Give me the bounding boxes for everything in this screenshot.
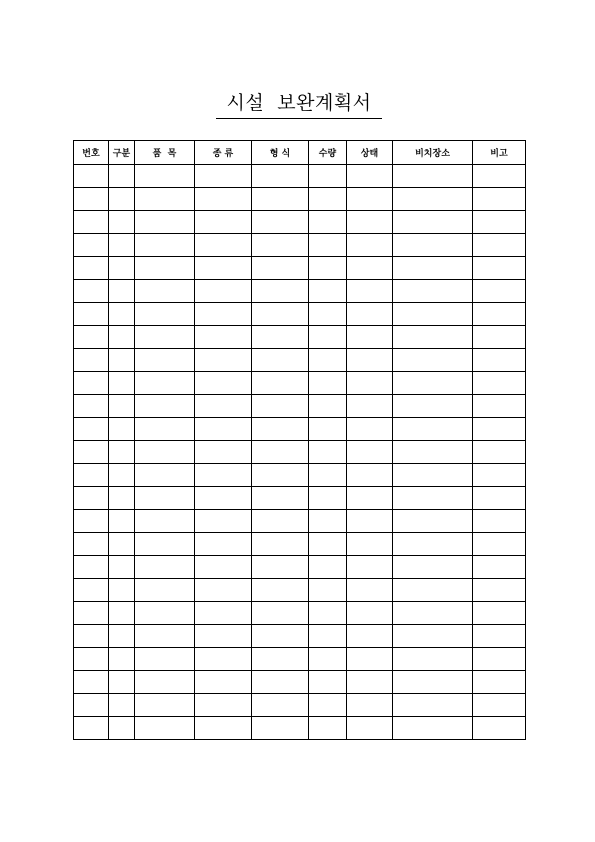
table-cell[interactable] [109, 533, 135, 556]
table-cell[interactable] [252, 556, 309, 579]
table-row [74, 464, 526, 487]
table-cell[interactable] [135, 533, 195, 556]
table-cell[interactable] [309, 510, 347, 533]
header-number: 번호 [74, 141, 109, 165]
table-cell[interactable] [109, 165, 135, 188]
table-cell[interactable] [195, 556, 252, 579]
table-cell[interactable] [74, 602, 109, 625]
table-cell[interactable] [473, 303, 526, 326]
table-cell[interactable] [195, 418, 252, 441]
table-cell[interactable] [473, 556, 526, 579]
table-cell[interactable] [195, 464, 252, 487]
table-cell[interactable] [393, 188, 473, 211]
table-cell[interactable] [135, 234, 195, 257]
table-cell[interactable] [135, 418, 195, 441]
table-cell[interactable] [393, 441, 473, 464]
table-cell[interactable] [74, 487, 109, 510]
table-cell[interactable] [309, 257, 347, 280]
table-cell[interactable] [393, 211, 473, 234]
table-cell[interactable] [473, 441, 526, 464]
table-cell[interactable] [135, 303, 195, 326]
table-cell[interactable] [473, 671, 526, 694]
table-cell[interactable] [74, 188, 109, 211]
table-cell[interactable] [393, 487, 473, 510]
table-cell[interactable] [74, 395, 109, 418]
table-cell[interactable] [195, 211, 252, 234]
table-cell[interactable] [135, 188, 195, 211]
table-cell[interactable] [74, 326, 109, 349]
table-cell[interactable] [135, 326, 195, 349]
table-cell[interactable] [393, 625, 473, 648]
table-cell[interactable] [309, 648, 347, 671]
table-cell[interactable] [347, 280, 393, 303]
header-quantity: 수량 [309, 141, 347, 165]
table-cell[interactable] [135, 510, 195, 533]
table-cell[interactable] [135, 648, 195, 671]
table-cell[interactable] [135, 395, 195, 418]
header-location: 비치장소 [393, 141, 473, 165]
table-cell[interactable] [347, 395, 393, 418]
header-row [74, 141, 526, 165]
table-cell[interactable] [252, 418, 309, 441]
table-cell[interactable] [195, 257, 252, 280]
table-row [74, 648, 526, 671]
table-cell[interactable] [195, 533, 252, 556]
table-cell[interactable] [473, 464, 526, 487]
table-cell[interactable] [135, 372, 195, 395]
table-row [74, 234, 526, 257]
header-category: 구분 [109, 141, 135, 165]
table-cell[interactable] [109, 464, 135, 487]
table-cell[interactable] [195, 487, 252, 510]
table-cell[interactable] [74, 694, 109, 717]
table-cell[interactable] [252, 602, 309, 625]
table-cell[interactable] [252, 257, 309, 280]
table-cell[interactable] [473, 418, 526, 441]
header-condition: 상태 [347, 141, 393, 165]
table-cell[interactable] [252, 579, 309, 602]
table-cell[interactable] [393, 556, 473, 579]
table-cell[interactable] [109, 395, 135, 418]
table-row [74, 165, 526, 188]
table-cell[interactable] [109, 234, 135, 257]
table-cell[interactable] [347, 257, 393, 280]
table-cell[interactable] [195, 602, 252, 625]
table-cell[interactable] [393, 717, 473, 740]
equipment-table [73, 140, 526, 740]
table-cell[interactable] [473, 165, 526, 188]
table-cell[interactable] [252, 487, 309, 510]
table-cell[interactable] [74, 717, 109, 740]
table-cell[interactable] [252, 349, 309, 372]
table-cell[interactable] [74, 349, 109, 372]
table-cell[interactable] [252, 441, 309, 464]
table-cell[interactable] [74, 510, 109, 533]
table-row [74, 188, 526, 211]
table-cell[interactable] [347, 188, 393, 211]
table-cell[interactable] [309, 556, 347, 579]
table-cell[interactable] [309, 349, 347, 372]
table-body [74, 165, 526, 740]
table-cell[interactable] [109, 671, 135, 694]
table-cell[interactable] [74, 418, 109, 441]
header-format: 형 식 [252, 141, 309, 165]
table-row [74, 694, 526, 717]
document-title: 시설 보완계획서 [226, 92, 372, 114]
table-cell[interactable] [309, 464, 347, 487]
table-cell[interactable] [195, 303, 252, 326]
table-cell[interactable] [473, 280, 526, 303]
table-cell[interactable] [135, 211, 195, 234]
table-cell[interactable] [473, 579, 526, 602]
table-cell[interactable] [74, 671, 109, 694]
table-cell[interactable] [195, 510, 252, 533]
table-cell[interactable] [195, 165, 252, 188]
table-row [74, 349, 526, 372]
table-cell[interactable] [195, 441, 252, 464]
table-cell[interactable] [473, 510, 526, 533]
table-row [74, 487, 526, 510]
table-cell[interactable] [74, 165, 109, 188]
table-cell[interactable] [195, 326, 252, 349]
table-cell[interactable] [393, 257, 473, 280]
table-cell[interactable] [393, 280, 473, 303]
table-cell[interactable] [309, 418, 347, 441]
table-cell[interactable] [347, 694, 393, 717]
table-cell[interactable] [195, 395, 252, 418]
table-row [74, 533, 526, 556]
table-cell[interactable] [195, 717, 252, 740]
table-cell[interactable] [109, 625, 135, 648]
table-cell[interactable] [252, 533, 309, 556]
table-cell[interactable] [393, 234, 473, 257]
table-cell[interactable] [309, 441, 347, 464]
table-cell[interactable] [252, 372, 309, 395]
table-cell[interactable] [74, 625, 109, 648]
table-row [74, 372, 526, 395]
table-cell[interactable] [135, 464, 195, 487]
table-cell[interactable] [309, 280, 347, 303]
table-cell[interactable] [109, 556, 135, 579]
table-cell[interactable] [252, 280, 309, 303]
table-cell[interactable] [74, 257, 109, 280]
table-cell[interactable] [74, 211, 109, 234]
table-row [74, 579, 526, 602]
table-cell[interactable] [473, 234, 526, 257]
table-cell[interactable] [473, 625, 526, 648]
table-cell[interactable] [109, 303, 135, 326]
table-cell[interactable] [309, 303, 347, 326]
table-cell[interactable] [109, 694, 135, 717]
table-cell[interactable] [135, 625, 195, 648]
table-row [74, 510, 526, 533]
table-cell[interactable] [393, 533, 473, 556]
table-cell[interactable] [347, 211, 393, 234]
table-cell[interactable] [252, 326, 309, 349]
table-row [74, 441, 526, 464]
table-cell[interactable] [135, 556, 195, 579]
table-cell[interactable] [473, 326, 526, 349]
table-cell[interactable] [393, 326, 473, 349]
table-cell[interactable] [252, 303, 309, 326]
table-cell[interactable] [309, 487, 347, 510]
table-cell[interactable] [309, 671, 347, 694]
table-cell[interactable] [309, 717, 347, 740]
table-cell[interactable] [252, 464, 309, 487]
table-cell[interactable] [309, 625, 347, 648]
table-cell[interactable] [135, 671, 195, 694]
table-cell[interactable] [473, 372, 526, 395]
table-cell[interactable] [393, 694, 473, 717]
table-cell[interactable] [135, 257, 195, 280]
table-cell[interactable] [473, 211, 526, 234]
table-row [74, 418, 526, 441]
table-cell[interactable] [195, 372, 252, 395]
table-cell[interactable] [347, 165, 393, 188]
table-cell[interactable] [252, 694, 309, 717]
table-cell[interactable] [109, 717, 135, 740]
table-cell[interactable] [309, 602, 347, 625]
table-row [74, 326, 526, 349]
table-cell[interactable] [473, 717, 526, 740]
table-cell[interactable] [135, 165, 195, 188]
table-cell[interactable] [393, 579, 473, 602]
table-cell[interactable] [473, 395, 526, 418]
table-cell[interactable] [393, 165, 473, 188]
table-cell[interactable] [347, 303, 393, 326]
table-cell[interactable] [109, 188, 135, 211]
table-cell[interactable] [135, 602, 195, 625]
table-cell[interactable] [347, 717, 393, 740]
table-cell[interactable] [309, 165, 347, 188]
table-row [74, 211, 526, 234]
table-cell[interactable] [393, 602, 473, 625]
table-cell[interactable] [347, 533, 393, 556]
table-cell[interactable] [393, 395, 473, 418]
table-cell[interactable] [347, 464, 393, 487]
table-cell[interactable] [347, 671, 393, 694]
table-cell[interactable] [473, 188, 526, 211]
table-cell[interactable] [347, 349, 393, 372]
table-cell[interactable] [252, 648, 309, 671]
table-cell[interactable] [74, 441, 109, 464]
table-cell[interactable] [252, 671, 309, 694]
table-cell[interactable] [473, 602, 526, 625]
table-cell[interactable] [109, 257, 135, 280]
table-cell[interactable] [347, 441, 393, 464]
table-row [74, 671, 526, 694]
table-cell[interactable] [309, 211, 347, 234]
table-cell[interactable] [393, 372, 473, 395]
table-cell[interactable] [74, 556, 109, 579]
table-cell[interactable] [109, 349, 135, 372]
table-cell[interactable] [347, 625, 393, 648]
table-cell[interactable] [309, 533, 347, 556]
table-row [74, 257, 526, 280]
table-cell[interactable] [135, 349, 195, 372]
table-cell[interactable] [347, 418, 393, 441]
table-cell[interactable] [135, 487, 195, 510]
table-cell[interactable] [252, 510, 309, 533]
table-row [74, 625, 526, 648]
table-cell[interactable] [309, 234, 347, 257]
table-cell[interactable] [309, 326, 347, 349]
table-cell[interactable] [347, 326, 393, 349]
table-cell[interactable] [74, 303, 109, 326]
table-cell[interactable] [473, 257, 526, 280]
table-cell[interactable] [74, 280, 109, 303]
table-cell[interactable] [109, 280, 135, 303]
table-cell[interactable] [309, 372, 347, 395]
table-cell[interactable] [109, 326, 135, 349]
table-cell[interactable] [347, 579, 393, 602]
table-cell[interactable] [74, 464, 109, 487]
table-cell[interactable] [74, 372, 109, 395]
table-cell[interactable] [473, 694, 526, 717]
table-cell[interactable] [393, 671, 473, 694]
table-cell[interactable] [109, 648, 135, 671]
table-cell[interactable] [309, 188, 347, 211]
table-cell[interactable] [347, 510, 393, 533]
table-cell[interactable] [393, 349, 473, 372]
table-cell[interactable] [252, 188, 309, 211]
table-cell[interactable] [347, 556, 393, 579]
table-cell[interactable] [109, 418, 135, 441]
table-row [74, 280, 526, 303]
table-cell[interactable] [393, 303, 473, 326]
table-cell[interactable] [109, 487, 135, 510]
table-cell[interactable] [252, 211, 309, 234]
header-type: 종 류 [195, 141, 252, 165]
table-cell[interactable] [393, 464, 473, 487]
table-cell[interactable] [195, 188, 252, 211]
table-cell[interactable] [195, 579, 252, 602]
table-cell[interactable] [252, 625, 309, 648]
table-cell[interactable] [252, 165, 309, 188]
table-cell[interactable] [195, 694, 252, 717]
table-cell[interactable] [109, 579, 135, 602]
table-cell[interactable] [135, 717, 195, 740]
table-cell[interactable] [393, 648, 473, 671]
table-row [74, 303, 526, 326]
table-cell[interactable] [347, 487, 393, 510]
table-cell[interactable] [109, 602, 135, 625]
table-cell[interactable] [252, 717, 309, 740]
table-cell[interactable] [74, 234, 109, 257]
table-cell[interactable] [74, 648, 109, 671]
header-remarks: 비고 [473, 141, 526, 165]
table-cell[interactable] [195, 671, 252, 694]
table-cell[interactable] [109, 510, 135, 533]
table-cell[interactable] [195, 234, 252, 257]
table-cell[interactable] [309, 579, 347, 602]
table-cell[interactable] [135, 579, 195, 602]
table-cell[interactable] [473, 648, 526, 671]
table-cell[interactable] [309, 694, 347, 717]
table-row [74, 602, 526, 625]
table-cell[interactable] [195, 625, 252, 648]
table-cell[interactable] [135, 441, 195, 464]
table-cell[interactable] [74, 579, 109, 602]
table-cell[interactable] [473, 487, 526, 510]
table-cell[interactable] [109, 211, 135, 234]
table-cell[interactable] [473, 349, 526, 372]
title-block [216, 88, 382, 119]
table-cell[interactable] [347, 372, 393, 395]
table-cell[interactable] [347, 648, 393, 671]
table-cell[interactable] [347, 602, 393, 625]
table-cell[interactable] [252, 234, 309, 257]
table-row [74, 395, 526, 418]
table-cell[interactable] [195, 648, 252, 671]
table-cell[interactable] [135, 280, 195, 303]
table-cell[interactable] [393, 510, 473, 533]
table-cell[interactable] [195, 349, 252, 372]
table-cell[interactable] [109, 441, 135, 464]
table-row [74, 717, 526, 740]
header-item: 품 목 [135, 141, 195, 165]
table-cell[interactable] [109, 372, 135, 395]
table-cell[interactable] [393, 418, 473, 441]
table-row [74, 556, 526, 579]
table-cell[interactable] [74, 533, 109, 556]
table-cell[interactable] [309, 395, 347, 418]
table-cell[interactable] [195, 280, 252, 303]
table-cell[interactable] [473, 533, 526, 556]
table-cell[interactable] [135, 694, 195, 717]
table-cell[interactable] [252, 395, 309, 418]
table-cell[interactable] [347, 234, 393, 257]
